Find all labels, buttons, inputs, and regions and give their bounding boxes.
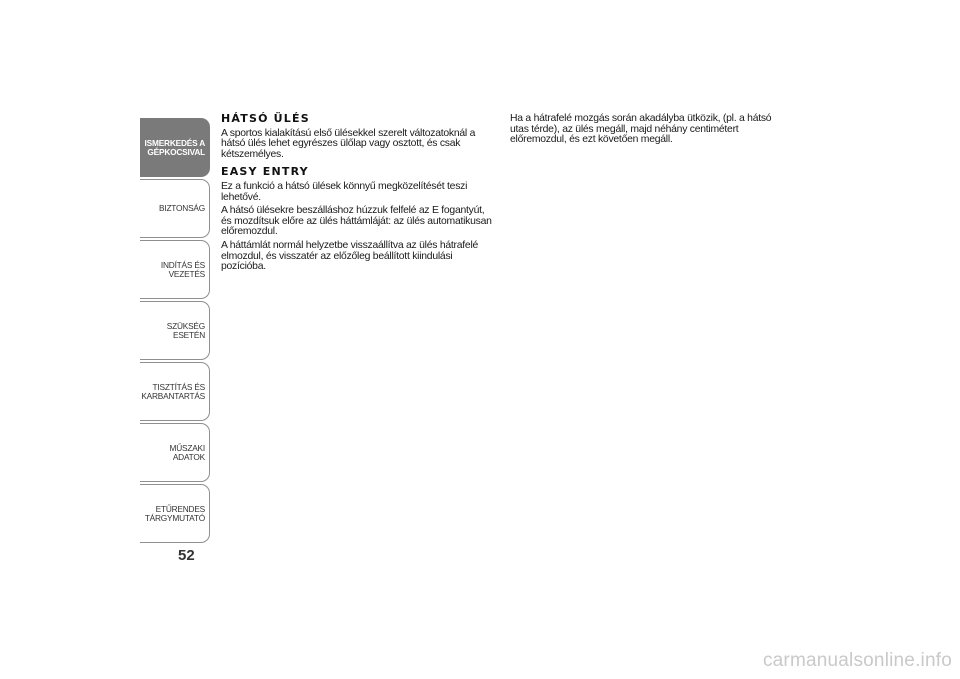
right-column bbox=[510, 114, 778, 149]
tab-ismerkedes[interactable] bbox=[140, 118, 210, 177]
page-number: 52 bbox=[178, 547, 195, 564]
tab-inditas-es-vezetes[interactable] bbox=[140, 240, 210, 299]
tab-label: MŰSZAKI ADATOK bbox=[169, 442, 205, 462]
tab-biztonsag[interactable] bbox=[140, 179, 210, 238]
tab-label: ISMERKEDÉS A GÉPKOCSIVAL bbox=[144, 137, 205, 157]
left-column bbox=[221, 114, 496, 276]
paragraph: A hátsó ülésekre beszálláshoz húzzuk felfelé az E fogantyút, és mozdítsuk előre az ülés háttámláját: az ülés automatikusan előremozdul. bbox=[221, 205, 492, 238]
tab-label: ETŰRENDES TÁRGYMUTATÓ bbox=[144, 503, 205, 523]
paragraph: Ez a funkció a hátsó ülések könnyű megközelítését teszi lehetővé. bbox=[221, 180, 468, 203]
tab-tisztitas-es-karbantartas[interactable] bbox=[140, 362, 210, 421]
tab-label: SZÜKSÉG ESETÉN bbox=[166, 320, 205, 340]
tab-szukseg-eseten[interactable] bbox=[140, 301, 210, 360]
tab-muszaki-adatok[interactable] bbox=[140, 423, 210, 482]
paragraph: A sportos kialakítású első ülésekkel szerelt változatoknál a hátsó ülés lehet egyrészes ülőlap vagy osztott, és csak kétszemélyes. bbox=[221, 127, 476, 160]
paragraph: A háttámlát normál helyzetbe visszaállítva az ülés hátrafelé elmozdul, és visszatér az előzőleg beállított kiindulási pozícióba. bbox=[221, 239, 479, 273]
tab-label: INDÍTÁS ÉS VEZETÉS bbox=[160, 259, 205, 279]
tab-label: BIZTONSÁG bbox=[159, 203, 205, 213]
section-heading-easy-entry: EASY ENTRY bbox=[221, 165, 309, 179]
tab-eturendes-targymutato[interactable] bbox=[140, 484, 210, 543]
tab-label: TISZTÍTÁS ÉS KARBANTARTÁS bbox=[141, 381, 205, 401]
paragraph: Ha a hátrafelé mozgás során akadályba ütközik, (pl. a hátsó utas térde), az ülés megáll, majd néhány centimétert előremozdul, és ezt követően megáll. bbox=[510, 113, 772, 146]
watermark: carmanualsonline.info bbox=[762, 650, 952, 671]
section-heading-hatso-ules: HÁTSÓ ÜLÉS bbox=[221, 112, 310, 125]
